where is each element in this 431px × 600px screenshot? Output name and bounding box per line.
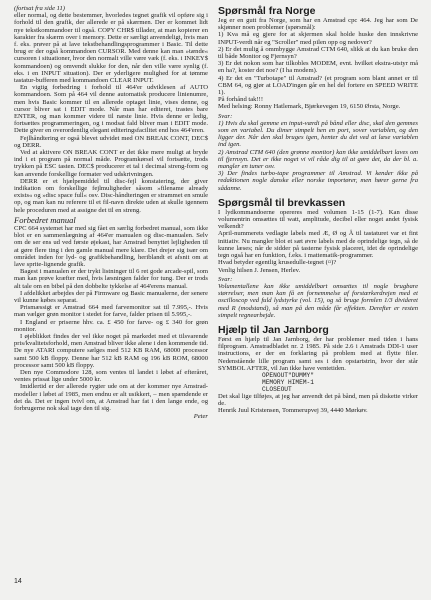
answer-text: 1) Hvis du skal gemme en input-værdi på bånd eller disc, skal den gemmes som en variabel. Du dimer simpelt hen en port, sover variablen, og den ligger der. Når den skal bruges igen, henter du det ved at læse variablen ind igen. 2) Amstrad CTM 640 (den grønne monitor) kan ikke umiddelbart laves om til fjernsyn. Det er ikke noget vi vil råde dig til at gøre det, da der bl. a. mangler en tuner osv. 3) Der findes turbo-tape programmer til Amstrad. Vi kender ikke på redaktionen nogle danske eller norske importører, men hører gerne fra sådanne.	[218, 119, 418, 192]
manual-heading: Forbedret manual	[14, 214, 76, 225]
answer-label: Svar:	[218, 112, 233, 120]
left-column	[14, 5, 208, 420]
answer-label: Svar:	[218, 275, 233, 283]
section-title-brevkassen: Spørgsmål til brevkassen	[218, 196, 346, 209]
paragraph: I afdelikket arbejdes der på Firmware og Basic manualerne, der senere vil kunne købes separat.	[14, 289, 208, 304]
page-number: 14	[14, 578, 22, 585]
reader-letter: Først en hjælp til Jan Jarnborg, der har problemer med tiden i hans filprogram. Amstradbladet nr. 2 1985. På side 2.6 i Amstrads DDI-1 user instructions, er der en forklaring på problem med at flytte filer. Nedenstående lille program samt ses i den opstartstrin, hvor der står SYMBOL AFTER, vil Jan ikke have ventetiden.	[218, 335, 418, 372]
code-line: MEMORY HIMEM-1	[262, 378, 314, 386]
signature: Peter	[193, 413, 208, 421]
paragraph: Fejlhåndtering er også blevet udvidet med ON BREAK CONT, DEC$ og DERR.	[14, 134, 208, 149]
paragraph: CPC 664 systemet har med sig fået en særlig forbedret manual, som ikke blot er en sammenlægning af 464'er manualen og disc-manualen. Selv om de ser ens ud ved første øjekast, har Amstrad benyttet lejligheden til at gøre flere ting i den gamle manual mere klare. Det drejer sig især om området inden for lyd- og grafikbehandling, heriblandt et afsnit om at lave sprite-lignende grafik.	[14, 224, 208, 268]
reader-letter: Jeg er en gutt fra Norge, som har en Amstrad cpc 464. Jeg har som De skjønner noen problemer (spørsmål): 1) Kva må eg gjere for at skjermen skal holde huske den innskrivne INPUT-verdi når eg "Scroller" med pilen opp og nedover? 2) Er det mulig å ommbygge Amstrad CTM 640, slikk at du kan bruke den til både Monitor og Fjernsyn? 3) Er det nokon som har tilkobles MODEM, evnt. hvilket ekstra-utstyr må en ha?, koster det noe? (I ha modem). 4) Er det en "Turbotape" til Amstrad? (et program som blant annet er til CBM 64, og gjør at LOAD'ingen går en hel del fortere en SPEED WRITE 1). På forhånd tak!!! Med helsing: Ronny Hatlemark, Bjørkevegen 19, 6150 Ørsta, Norge.	[218, 17, 418, 111]
right-column	[218, 5, 418, 415]
reader-letter: I lydkommandoerne opereres med volumen 1-15 (1-7). Kan disse volumentrin omsættes til watt, amplitude, decibel eller noget andet fysisk velkendt? April-nummerets vedlagte labels med Æ, Ø og Å til tastaturet var et fint initiativ. Nu mangler blot et sæt øvre labels med de oprindelige tegn, så de kunne læses; når de sidder på tasterne fysisk placeret, idet de oprindelige tegn også har en funktion, f.eks. i mattematik-programmer. Hvad betyder egentlig krusedulle-tegnet (¤)? Venlig hilsen J. Jensen, Herlev.	[218, 208, 418, 274]
answer-text: Volumentallene kan ikke umiddelbart omsættes til nogle brugbare størrelser, men man kan få en fornemmelse af forstærkerdrejen med et oscilloscop ved fuld lydstyrke (vol. 15), og så bruge formlen 1/3 divideret med R (modstand), så man på den måde får effekten. Derefter er resten simpelt regnearbejde.	[218, 282, 418, 319]
paragraph: Imidlertid er der allerede rygter ude om at der kommer nye Amstrad-modeller i løbet af 1985, men endnu er alt usikkert, – men spændende er det da. Det er ingen tvivl om, at Amstrad har fat i den lange ende, og forbrugerne nok skal tage den til sig.	[14, 383, 208, 412]
paragraph: En vigtig forbedring i forhold til 464'er udviklesen af AUTO kommandoen. Som på 464 vil denne automatisk producere linienumre, men hvis Basic kommer til en allerede optaget linie, vises denne, og cursor bliver sat i EDIT mode. Når man har editeret, trastes bare ENTER, og man kommer videre til næste linie. Hvis denne er ledig, fortsættes programmeringen, og i modsat fald bliver man i EDIT mode. Dette giver en overordentlig elegant editeringsfacilitet end hos 464'eren.	[14, 84, 208, 135]
section-title-norge: Spørsmål fra Norge	[218, 5, 316, 17]
code-line: OPENOUT"DUMMY"	[262, 371, 314, 379]
paragraph: eller normal, og dette bestemmer, hvorledes tegnet grafik vil opføre sig i forhold til den grafik, der allerede er på skærmen. Der er kommet lidt nye tekstkommandoer til også. COPY CHR$ tillader, at man kopierer en karakter fra skærm over i memory. Dette er særligt anvendeligt, hvis man f. eks. prøver på at lave tekstbehandlingsprogrammer i Basic. Til dette brug er der også kommandoen CURSOR. Med denne kan man »tænde« cursoren i situationer, hvor den normalt ville være væk (f. eks. i INKEY$ kommandoen) og omvendt slukke for den, når den ville være synlig (f. eks. i en INPUT situation). Der er yderligere mulighed for at tømme tastatur-bufferen med kommandoen CLEAR INPUT.	[14, 12, 208, 85]
paragraph: DERR er et hjælpemiddel til disc-fejl konstatering, der giver indikation om forskellige fejlmuligheder såsom »filename already exists« og »disc space full« osv. Disc-håndteringen er strammet en smule op, og man kan nu referere til et fil-navn direkte uden at skulle igennem hele proceduren med at assigne det til en streng.	[14, 177, 208, 214]
paragraph: I øjeblikket findes der vel ikke noget på markedet med et tilsvarende pris/kvalitetsforhold, men Amstrad bliver ikke alene i den kommende tid. De nye ATARI computere sælges med 512 KB RAM, 68000 processor samt 500 kB floppy. Denne har 512 kB RAM og 196 kB ROM, 68000 processor samt 500 kB floppy.	[14, 332, 208, 369]
paragraph: Prismæssigt er Amstrad 664 med farvemonitor sat til 7.995,-. Hvis man vælger grøn monitor i stedet for farve, falder prisen til 5.995,-.	[14, 304, 208, 319]
reader-letter-closing: Det skal lige tilføjes, at jeg har anvendt det på bånd, men på diskette virker de. Henrik Juul Kristensen, Tommerupvej 39, 4440 Mørkøv.	[218, 392, 418, 415]
continued-note: (fortsat fra side 11)	[14, 5, 65, 12]
code-line: CLOSEOUT	[262, 385, 292, 393]
paragraph: Ved at aktivere ON BREAK CONT er det ikke mere muligt at bryde ind i et program på normal måde. Programkørsel vil fortsætte, trods trykken på ESC tasten. DEC$ producerer et tal i decimal streng-form og kan anvende forskellige formater ved udskrivningen.	[14, 149, 208, 178]
paragraph: Den nye Commodore 128, som ventes til landet i løbet af efteråret, ventes prissat lige under 5000 kr.	[14, 368, 208, 384]
paragraph: Bagest i manualen er der trykt listninger til 6 ret gode arcade-spil, som man kan prøve kræfter med, hvis læsningen falder for tung. Der er trods alt tale om en bibel på den dobbelte tykkelse af 464'erens manual.	[14, 268, 208, 290]
paragraph: I England er priserne hhv. ca. £ 450 for farve- og £ 340 for grøn monitor.	[14, 318, 208, 333]
section-title-jarnborg: Hjælp til Jan Jarnborg	[218, 323, 329, 336]
